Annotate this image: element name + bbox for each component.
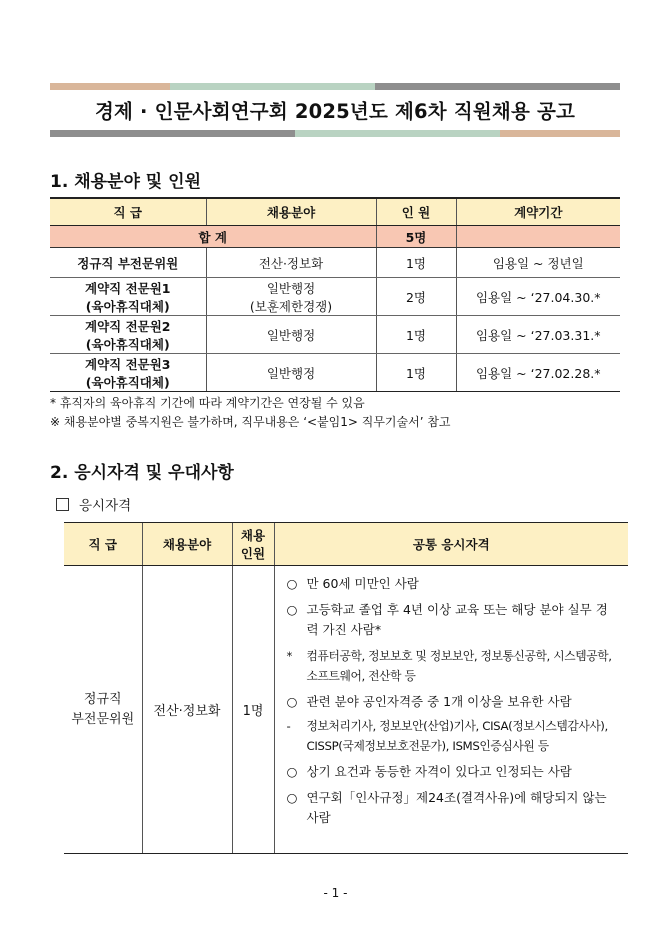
qualification-subitem: * 컴퓨터공학, 정보보호 및 정보보안, 정보통신공학, 시스템공학, 소프트웨어, 전산학 등 [286, 649, 612, 683]
row-field: 일반행정 [206, 354, 376, 392]
row-rank: 정규직 부전문위원 [64, 566, 142, 854]
row-count: 1명 [376, 248, 456, 278]
common-qualifications [274, 566, 628, 854]
recruitment-table [50, 197, 620, 392]
row-count: 1명 [376, 354, 456, 392]
header-field: 채용분야 [206, 198, 376, 226]
table-row [50, 248, 620, 278]
total-row [50, 226, 620, 248]
section1-heading: 1. 채용분야 및 인원 [50, 172, 201, 192]
row-period: 임용일 ~ ‘27.03.31.* [456, 316, 620, 354]
header-period: 계약기간 [456, 198, 620, 226]
total-period [456, 226, 620, 248]
row-count: 1명 [376, 316, 456, 354]
note-extension: * 휴직자의 육아휴직 기간에 따라 계약기간은 연장될 수 있음 [50, 396, 365, 410]
header-count: 인 원 [376, 198, 456, 226]
section2-heading: 2. 응시자격 및 우대사항 [50, 463, 234, 483]
row-period: 임용일 ~ ‘27.04.30.* [456, 278, 620, 316]
total-label: 합 계 [50, 226, 376, 248]
qualification-item: ○ 관련 분야 공인자격증 중 1개 이상을 보유한 사람 [286, 694, 572, 709]
title-top-bar [50, 83, 620, 90]
table-row [50, 316, 620, 354]
title-bottom-bar [50, 130, 620, 137]
table-header-row [64, 523, 628, 566]
table-row [64, 566, 628, 854]
table-header-row [50, 198, 620, 226]
row-rank: 계약직 전문원2 (육아휴직대체) [50, 316, 206, 354]
note-duplicate: ※ 채용분야별 중복지원은 불가하며, 직무내용은 ‘<붙임1> 직무기술서’ 참고 [50, 415, 451, 429]
row-rank: 계약직 전문원1 (육아휴직대체) [50, 278, 206, 316]
row-period: 임용일 ~ ‘27.02.28.* [456, 354, 620, 392]
checkbox-square-icon [56, 498, 69, 511]
page-title: 경제 · 인문사회연구회 2025년도 제6차 직원채용 공고 [94, 100, 576, 123]
row-count: 2명 [376, 278, 456, 316]
row-field: 일반행정 [206, 316, 376, 354]
row-field: 전산·정보화 [142, 566, 232, 854]
row-period: 임용일 ~ 정년일 [456, 248, 620, 278]
header-rank: 직 급 [64, 523, 142, 566]
header-field: 채용분야 [142, 523, 232, 566]
qualification-subheading: 응시자격 [56, 494, 131, 514]
header-rank: 직 급 [50, 198, 206, 226]
qualification-item: ○ 고등학교 졸업 후 4년 이상 교육 또는 해당 분야 실무 경력 가진 사람* [286, 602, 608, 637]
table-row [50, 354, 620, 392]
qualification-item: ○ 연구회「인사규정」제24조(결격사유)에 해당되지 않는 사람 [286, 790, 607, 825]
row-count: 1명 [232, 566, 274, 854]
header-count: 채용 인원 [232, 523, 274, 566]
row-field: 일반행정 (보훈제한경쟁) [206, 278, 376, 316]
title-banner [50, 83, 620, 137]
table-row [50, 278, 620, 316]
qualification-subitem: - 정보처리기사, 정보보안(산업)기사, CISA(정보시스템감사사), CISSP(국제정보보호전문가), ISMS인증심사원 등 [286, 719, 608, 753]
qualification-table [64, 522, 628, 854]
qualification-item: ○ 만 60세 미만인 사람 [286, 576, 419, 591]
header-quals: 공통 응시자격 [274, 523, 628, 566]
page-number: - 1 - [323, 886, 348, 900]
row-rank: 정규직 부전문위원 [50, 248, 206, 278]
row-field: 전산·정보화 [206, 248, 376, 278]
total-count: 5명 [376, 226, 456, 248]
row-rank: 계약직 전문원3 (육아휴직대체) [50, 354, 206, 392]
qualification-item: ○ 상기 요건과 동등한 자격이 있다고 인정되는 사람 [286, 764, 572, 779]
